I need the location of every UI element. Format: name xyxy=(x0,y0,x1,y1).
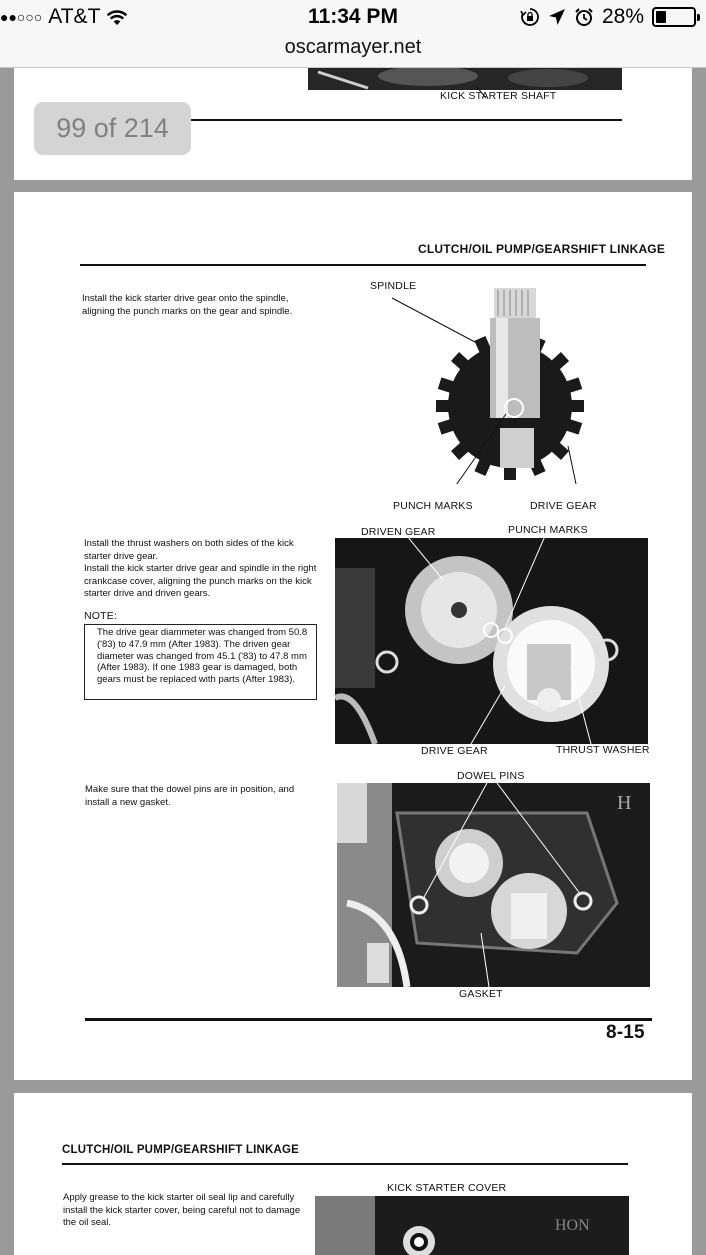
battery-percent: 28% xyxy=(601,5,644,28)
next-section-header: CLUTCH/OIL PUMP/GEARSHIFT LINKAGE xyxy=(62,1144,300,1156)
rotation-lock-icon xyxy=(520,7,540,27)
label-dowel-pins: DOWEL PINS xyxy=(457,770,525,782)
label-drive-gear-2: DRIVE GEAR xyxy=(421,745,488,757)
header-rule xyxy=(80,264,646,266)
page-counter-badge: 99 of 214 xyxy=(34,102,191,155)
document-page-next xyxy=(14,1093,692,1255)
label-kick-starter-cover: KICK STARTER COVER xyxy=(387,1182,507,1194)
label-drive-gear-1: DRIVE GEAR xyxy=(530,500,597,512)
step3-instruction: Make sure that the dowel pins are in position, and install a new gasket. xyxy=(85,784,295,808)
note-text: The drive gear diammeter was changed from 50.8 ('83) to 47.9 mm (After 1983). The driven gear diameter was changed from 45.1 ('83) to 47.8 mm (After 1983). If one 1983 gear is damaged, both gears must be replaced with parts (After 1983). xyxy=(97,627,308,686)
alarm-clock-icon xyxy=(574,7,594,27)
label-punch-marks-2: PUNCH MARKS xyxy=(508,524,588,536)
label-kick-starter-shaft: KICK STARTER SHAFT xyxy=(440,90,557,102)
photo-kick-starter-cover xyxy=(315,1196,629,1255)
svg-text:H: H xyxy=(617,792,632,814)
note-box xyxy=(84,624,317,700)
label-driven-gear: DRIVEN GEAR xyxy=(361,526,436,538)
label-gasket: GASKET xyxy=(459,988,503,1000)
battery-level-fill xyxy=(656,11,666,23)
next-header-rule xyxy=(62,1163,628,1165)
step2-instruction-b: Install the kick starter drive gear and spindle in the right crankcase cover, aligning the punch marks on the kick starter drive and driven gears. xyxy=(84,563,317,600)
photo-kick-starter-shaft xyxy=(308,68,622,90)
photo-drive-driven-gears xyxy=(335,538,648,744)
svg-text:HON: HON xyxy=(555,1217,590,1234)
page-rule xyxy=(190,119,622,121)
url-bar[interactable] xyxy=(0,34,706,68)
signal-strength-icon: ●●○○○ xyxy=(0,9,43,25)
carrier-label: AT&T xyxy=(48,5,101,28)
clock: 11:34 PM xyxy=(308,5,398,28)
location-arrow-icon xyxy=(548,8,566,26)
label-punch-marks-1: PUNCH MARKS xyxy=(393,500,473,512)
status-bar xyxy=(0,0,706,34)
note-title: NOTE: xyxy=(84,610,118,622)
section-header: CLUTCH/OIL PUMP/GEARSHIFT LINKAGE xyxy=(418,242,666,256)
footer-rule xyxy=(85,1018,652,1021)
next-step-instruction: Apply grease to the kick starter oil seal lip and carefully install the kick starter cover, being careful not to damage the oil seal. xyxy=(63,1192,301,1229)
step1-instruction: Install the kick starter drive gear onto the spindle, aligning the punch marks on the gear and spindle. xyxy=(82,293,293,317)
page-number: 8-15 xyxy=(606,1022,645,1043)
url-text[interactable]: oscarmayer.net xyxy=(284,36,422,58)
label-spindle: SPINDLE xyxy=(370,280,417,292)
photo-dowel-pins-gasket xyxy=(337,783,650,987)
status-right xyxy=(520,5,696,29)
battery-icon xyxy=(652,7,696,27)
document-page-current xyxy=(14,192,692,1080)
label-thrust-washer: THRUST WASHER xyxy=(556,744,650,756)
step2-instruction-a: Install the thrust washers on both sides of the kick starter drive gear. xyxy=(84,538,294,562)
figure-spindle-drive-gear xyxy=(370,288,620,484)
